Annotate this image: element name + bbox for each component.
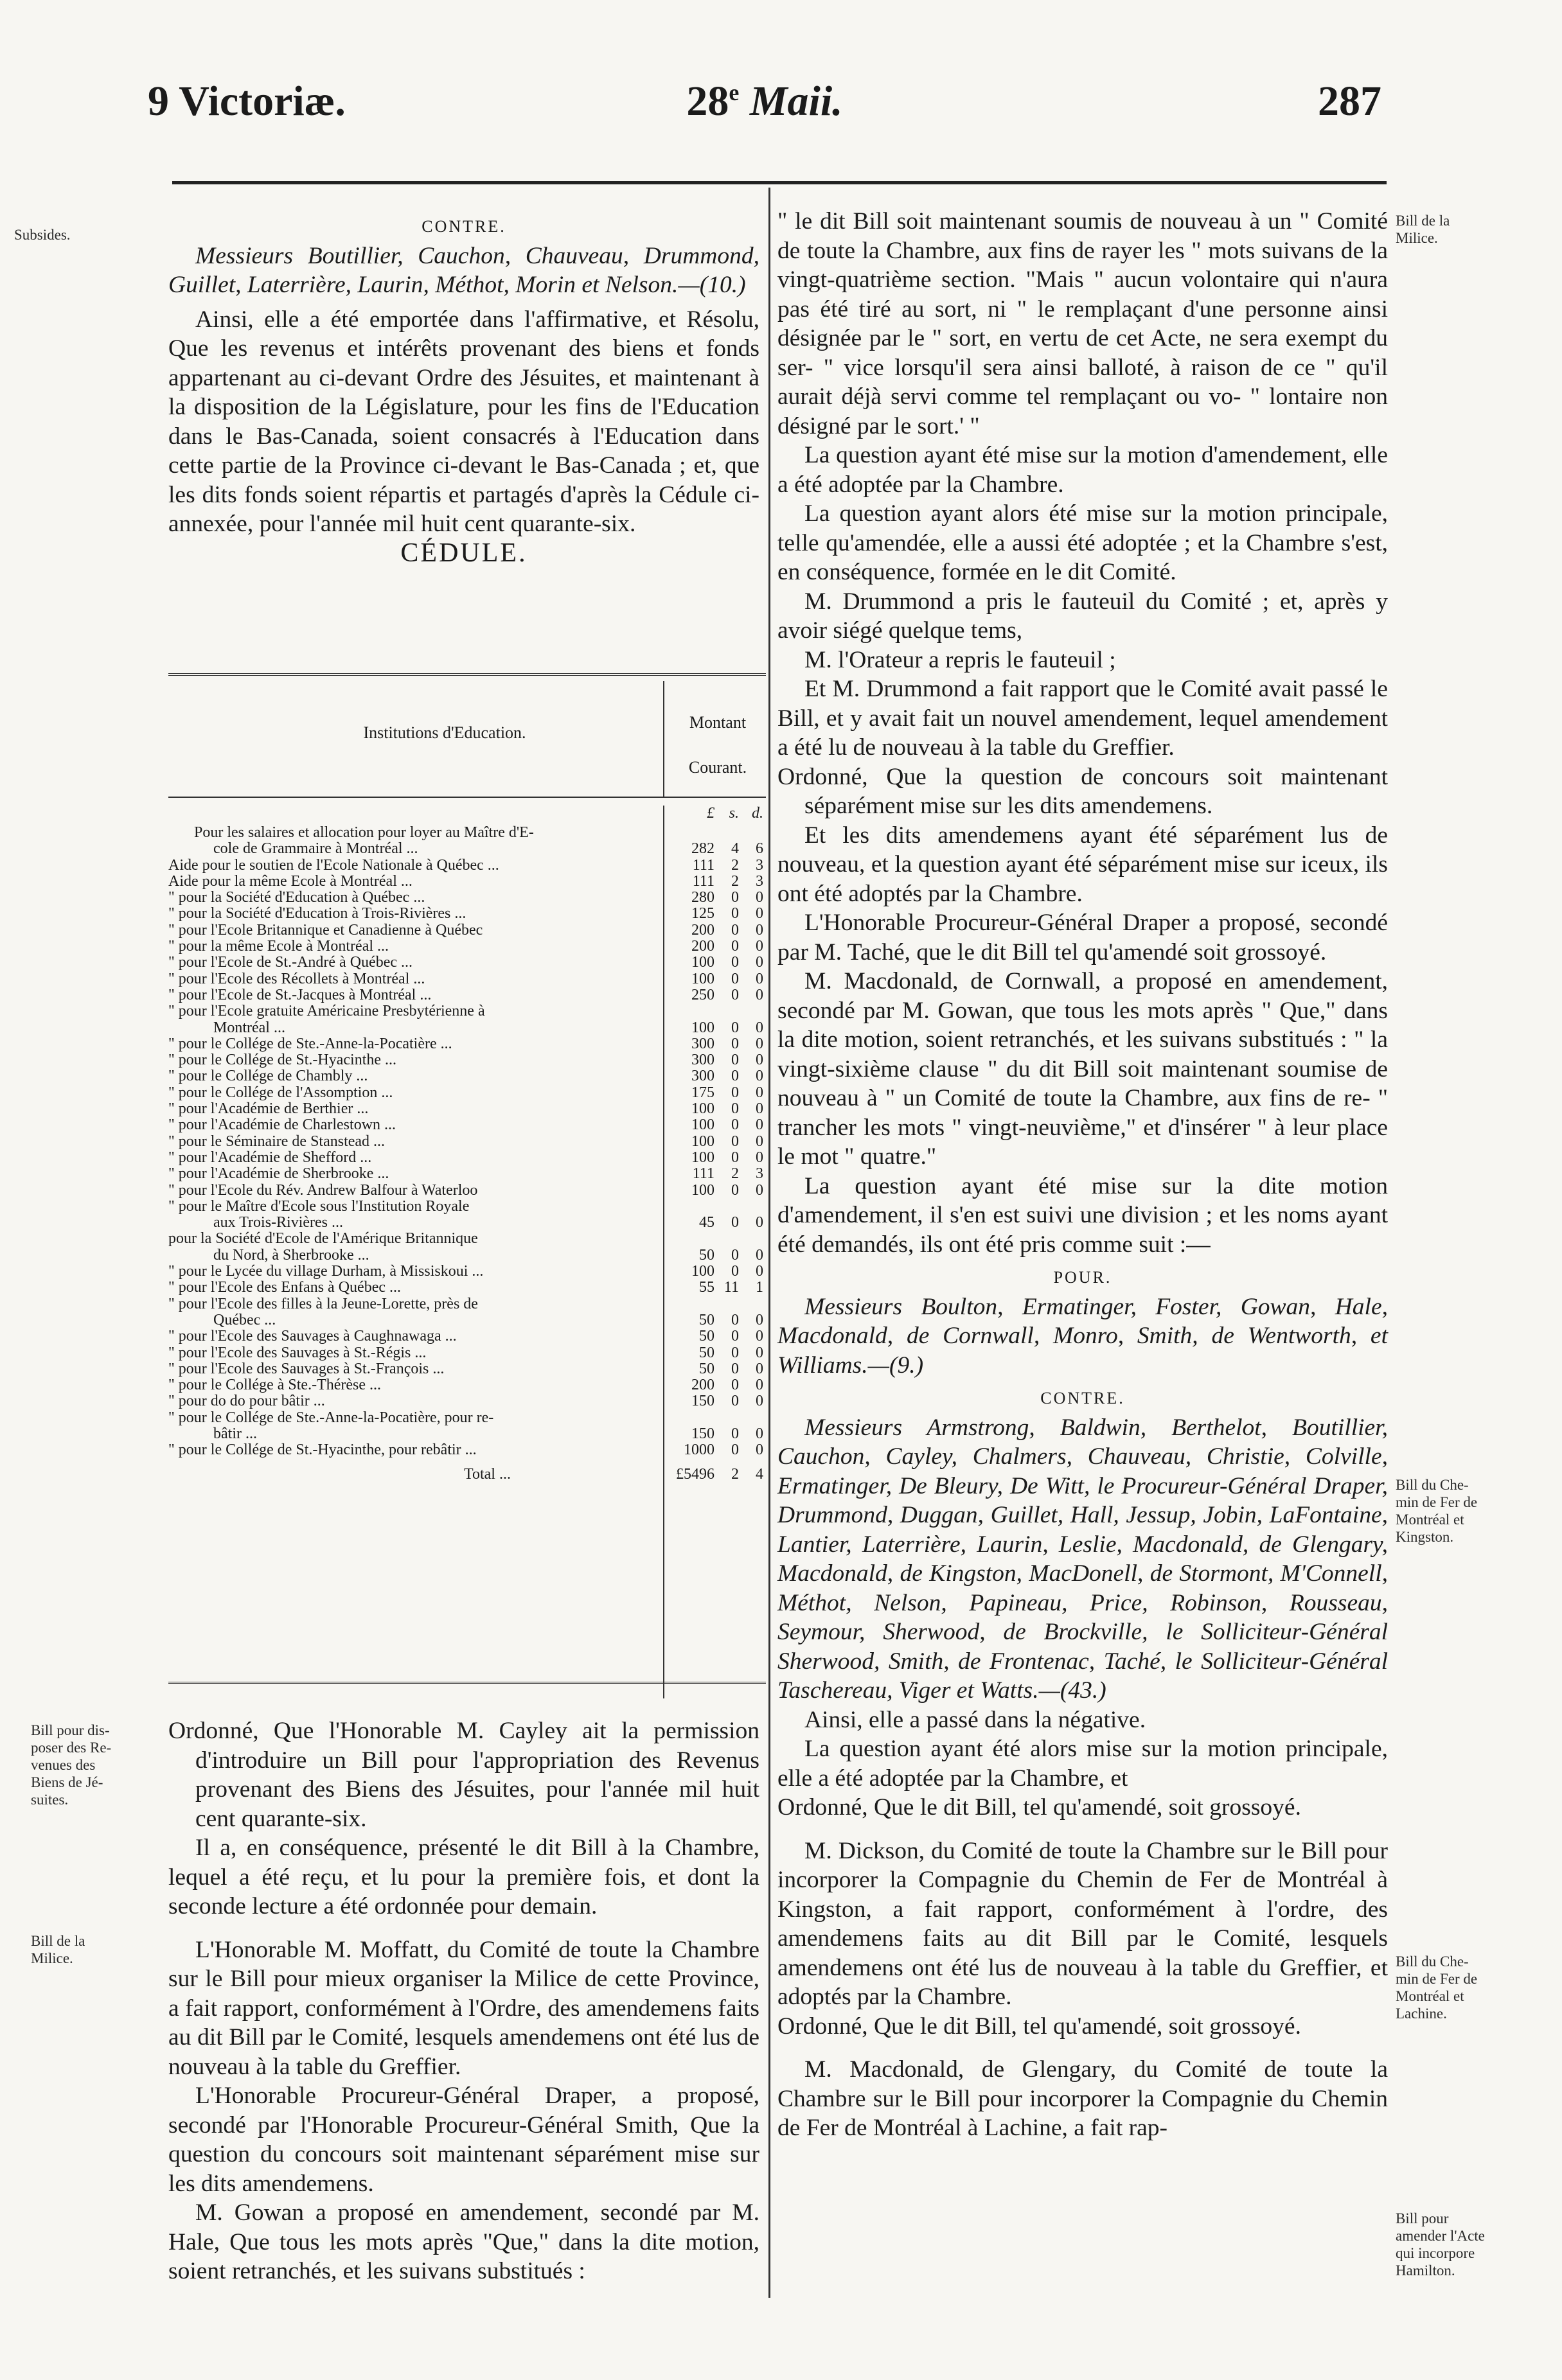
table-row	[168, 1068, 766, 1084]
amount-pounds: 150	[691, 1425, 714, 1442]
margin-line: suites.	[31, 1792, 69, 1808]
amount-shillings: 0	[731, 1133, 739, 1150]
unit-pounds: £	[707, 805, 714, 822]
margin-note-bill-biens	[31, 1722, 153, 1808]
currency-units-row	[168, 806, 766, 825]
amount-shillings: 0	[731, 1181, 739, 1199]
table-row	[168, 1312, 766, 1328]
amount-shillings: 0	[731, 1377, 739, 1394]
amount-pounds: 100	[691, 1181, 714, 1199]
table-row	[168, 825, 766, 841]
amount-pounds: 300	[691, 1052, 714, 1069]
amount-shillings: 0	[731, 986, 739, 1003]
amount-pence: 0	[756, 1068, 763, 1085]
table-row	[168, 906, 766, 922]
table-row	[168, 1085, 766, 1101]
institution-name: " pour le Collége de St.-Hyacinthe, pour rebâtir ...	[168, 1442, 477, 1459]
table-row	[168, 1003, 766, 1019]
table-header-rule	[168, 797, 766, 798]
institution-name: " pour l'Ecole du Rév. Andrew Balfour à Waterloo	[168, 1182, 478, 1199]
amount-shillings: 2	[731, 1165, 739, 1183]
table-row	[168, 1296, 766, 1312]
table-row	[168, 1166, 766, 1182]
amount-pounds: 100	[691, 1263, 714, 1280]
amount-shillings: 0	[731, 1441, 739, 1459]
amount-pounds: 111	[692, 872, 714, 890]
table-row	[168, 1101, 766, 1117]
amount-pounds: 50	[699, 1360, 714, 1377]
amount-pence: 0	[756, 1246, 763, 1264]
margin-note-subsides: Subsides.	[14, 227, 71, 243]
table-body	[168, 825, 766, 1459]
total-shillings: 2	[731, 1465, 739, 1483]
paragraph-macdonald-amendement: M. Macdonald, de Cornwall, a proposé en amendement, secondé par M. Gowan, que tous les mots après " Que," dans la dite motion, soient retranchés, et les suivans substitués : " la vingt-sixième clause " du dit Bill soit maintenant soumise de nouveau à " un Comité de toute la Chambre, aux fins de re- " trancher les mots " vingt-neuvième," et d'insérer " à leur place le mot " quatre."	[777, 968, 1388, 1170]
table-row	[168, 1442, 766, 1458]
paragraph-orateur: M. l'Orateur a repris le fauteuil ;	[804, 646, 1116, 673]
table-row	[168, 1134, 766, 1150]
table-row	[168, 1036, 766, 1052]
paragraph-drummond-rapport: Et M. Drummond a fait rapport que le Comité avait passé le Bill, et y avait fait un nouvel amendement, lequel amendement a été lu de nouveau à la table du Greffier.	[777, 676, 1388, 761]
amount-pounds: 100	[691, 970, 714, 987]
paragraph-macdonald-lachine: M. Macdonald, de Glengary, du Comité de toute la Chambre sur le Bill pour incorporer la Compagnie du Chemin de Fer de Montréal à Lachine, a fait rap-	[777, 2056, 1388, 2141]
amount-shillings: 11	[723, 1279, 739, 1296]
amount-shillings: 0	[731, 1311, 739, 1328]
amount-pence: 0	[756, 921, 763, 939]
table-row	[168, 1345, 766, 1361]
paragraph-draper: L'Honorable Procureur-Général Draper, a proposé, secondé par l'Honorable Procureur-Général Smith, Que la question du concours soit maintenant séparément mise sur les dits amendemens.	[168, 2083, 759, 2197]
paragraph-draper-grossoye: L'Honorable Procureur-Général Draper a proposé, secondé par M. Taché, que le dit Bill tel qu'amendé soit grossoyé.	[777, 910, 1388, 965]
amount-pence: 0	[756, 986, 763, 1003]
amount-shillings: 0	[731, 1263, 739, 1280]
contre-heading-right: CONTRE.	[1040, 1389, 1125, 1407]
amount-pence: 0	[756, 1425, 763, 1442]
amount-shillings: 0	[731, 1425, 739, 1442]
pour-names: Messieurs Boulton, Ermatinger, Foster, Gowan, Hale, Macdonald, de Cornwall, Monro, Smith, de Wentworth, et Williams.—(9.)	[777, 1293, 1388, 1379]
resolution-paragraph: Ainsi, elle a été emportée dans l'affirmative, et Résolu, Que les revenus et intérêts provenant des biens et fonds appartenant au ci-devant Ordre des Jésuites, et maintenant à la disposition de la Législature, pour les fins de l'Education dans le Bas-Canada, soient consacrés à l'Education dans cette partie de la Province ci-devant le Bas-Canada ; et, que les dits fonds soient répartis et partagés d'après la Cédule ci-annexée, pour l'année mil huit cent quarante-six.	[168, 306, 759, 537]
margin-line: Montréal et	[1396, 1512, 1464, 1528]
amount-pounds: 45	[699, 1214, 714, 1231]
margin-line: min de Fer de	[1396, 1971, 1478, 1987]
amount-pounds: 175	[691, 1084, 714, 1101]
paragraph-moffatt: L'Honorable M. Moffatt, du Comité de toute la Chambre sur le Bill pour mieux organiser la Milice de cette Province, a fait rapport, conformément à l'Ordre, des amendemens faits au dit Bill par le Comité, lesquels amendemens ont été lus de nouveau à la table du Greffier.	[168, 1936, 759, 2080]
table-header	[168, 681, 766, 797]
margin-line: poser des Re-	[31, 1740, 112, 1756]
table-row	[168, 1020, 766, 1036]
amount-shillings: 0	[731, 1246, 739, 1264]
amount-shillings: 4	[731, 840, 739, 858]
institution-name: " pour le Collége de Ste.-Anne-la-Pocatière, pour re-	[168, 1409, 494, 1426]
amount-pence: 0	[756, 1360, 763, 1377]
table-row	[168, 1199, 766, 1215]
header-date	[148, 77, 1381, 126]
amount-pence: 0	[756, 1181, 763, 1199]
amount-shillings: 0	[731, 1052, 739, 1069]
amount-shillings: 0	[731, 1393, 739, 1410]
margin-line: venues des	[31, 1757, 96, 1773]
left-column-top	[168, 212, 759, 568]
paragraph-motion-principale: La question ayant alors été mise sur la motion principale, telle qu'amendée, elle a aussi été adoptée ; et la Chambre s'est, en conséquence, formée en le dit Comité.	[777, 500, 1388, 585]
institution-name: Montréal ...	[213, 1019, 285, 1036]
table-row	[168, 1410, 766, 1426]
margin-line: Lachine.	[1396, 2005, 1447, 2022]
amount-shillings: 0	[731, 1019, 739, 1036]
amount-pounds: 50	[699, 1328, 714, 1345]
amount-pounds: 111	[692, 1165, 714, 1183]
contre-names-right: Messieurs Armstrong, Baldwin, Berthelot, Boutillier, Cauchon, Cayley, Chalmers, Chauveau, Christie, Colville, Ermatinger, De Bleury, De Witt, le Procureur-Général Draper, Drummond, Duggan, Guillet, Hall, Jessup, Jobin, LaFontaine, Lantier, Laterrière, Laurin, Leslie, Macdonald, de Glengary, Macdonald, de Kingston, MacDonell, de Stormont, M'Connell, Méthot, Nelson, Papineau, Price, Robinson, Rousseau, Seymour, Sherwood, de Brockville, le Solliciteur-Général Sherwood, Smith, de Frontenac, Taché, le Solliciteur-Général Taschereau, Viger et Watts.—(43.)	[777, 1414, 1388, 1704]
table-row	[168, 1231, 766, 1247]
amount-pounds: 100	[691, 954, 714, 971]
amount-pounds: 300	[691, 1035, 714, 1052]
institution-name: " pour l'Ecole des Sauvages à St.-François ...	[168, 1361, 445, 1377]
table-row	[168, 1361, 766, 1377]
margin-note-chemin-kingston	[1396, 1476, 1550, 1546]
contre-heading: CONTRE.	[422, 217, 506, 236]
paragraph-adoptee: La question ayant été alors mise sur la motion principale, elle a été adoptée par la Chambre, et	[777, 1736, 1388, 1792]
amount-shillings: 0	[731, 889, 739, 906]
amount-shillings: 0	[731, 1084, 739, 1101]
header-day-suffix: e	[729, 80, 740, 105]
amount-pounds: 50	[699, 1344, 714, 1361]
amount-pence: 0	[756, 1116, 763, 1134]
amount-pounds: 250	[691, 986, 714, 1003]
amount-pence: 3	[756, 1165, 763, 1183]
institution-name: " pour la Société d'Education à Trois-Rivières ...	[168, 906, 466, 922]
amount-shillings: 0	[731, 954, 739, 971]
table-row	[168, 987, 766, 1003]
institution-name: " pour l'Académie de Sherbrooke ...	[168, 1166, 389, 1183]
institution-name: pour la Société d'Ecole de l'Amérique Britannique	[168, 1231, 478, 1247]
table-row	[168, 874, 766, 890]
institution-name: " pour le Collége à Ste.-Thérèse ...	[168, 1377, 382, 1394]
institution-name: " pour l'Académie de Charlestown ...	[168, 1117, 396, 1134]
amount-pence: 0	[756, 1311, 763, 1328]
institution-name: bâtir ...	[213, 1425, 257, 1442]
amount-shillings: 0	[731, 905, 739, 922]
table-row	[168, 890, 766, 906]
institution-name: " pour le Collége de l'Assomption ...	[168, 1084, 393, 1101]
amount-pounds: 100	[691, 1133, 714, 1150]
institution-name: " pour l'Ecole Britannique et Canadienne à Québec	[168, 922, 483, 939]
amount-shillings: 0	[731, 921, 739, 939]
paragraph-ordonne-grossoye-2: Ordonné, Que le dit Bill, tel qu'amendé, soit grossoyé.	[777, 2013, 1301, 2040]
institution-name: " pour le Collége de Chambly ...	[168, 1068, 368, 1085]
amount-pounds: 300	[691, 1068, 714, 1085]
total-pounds: £5496	[676, 1465, 714, 1483]
margin-note-chemin-lachine	[1396, 1953, 1550, 2022]
amount-pence: 0	[756, 1344, 763, 1361]
institution-name: " pour l'Académie de Berthier ...	[168, 1101, 369, 1118]
pour-heading: POUR.	[1053, 1268, 1112, 1287]
amount-pounds: 50	[699, 1246, 714, 1264]
margin-line: min de Fer de	[1396, 1494, 1478, 1510]
page-header	[148, 77, 1381, 148]
table-row	[168, 1117, 766, 1133]
institution-name: " pour l'Académie de Shefford ...	[168, 1149, 372, 1166]
education-table	[168, 806, 766, 1483]
contre-names: Messieurs Boutillier, Cauchon, Chauveau, Drummond, Guillet, Laterrière, Laurin, Méthot, Morin et Nelson.—(10.)	[168, 242, 759, 298]
amount-pence: 1	[756, 1279, 763, 1296]
amount-pence: 0	[756, 970, 763, 987]
institution-name: Aide pour la même Ecole à Montréal ...	[168, 873, 413, 890]
table-row	[168, 1052, 766, 1068]
institution-name: " pour le Collége de St.-Hyacinthe ...	[168, 1052, 397, 1069]
total-label: Total ...	[464, 1466, 511, 1483]
institution-name: cole de Grammaire à Montréal ...	[213, 841, 418, 858]
margin-line: Bill de la	[31, 1933, 85, 1949]
margin-line: Milice.	[31, 1950, 73, 1966]
table-row	[168, 1264, 766, 1280]
amount-shillings: 0	[731, 1328, 739, 1345]
table-row	[168, 971, 766, 987]
institution-name: Aide pour le soutien de l'Ecole Nationale à Québec ...	[168, 857, 499, 874]
margin-line: Bill de la	[1396, 213, 1450, 229]
margin-line: Montréal et	[1396, 1988, 1464, 2004]
amount-shillings: 0	[731, 1100, 739, 1118]
paragraph-ordonne: Ordonné, Que l'Honorable M. Cayley ait la permission d'introduire un Bill pour l'appropriation des Revenus provenant des Biens des Jésuites, pour l'année mil huit cent quarante-six.	[168, 1718, 759, 1832]
amount-pounds: 1000	[684, 1441, 714, 1459]
column-divider	[768, 188, 770, 2298]
amount-pounds: 100	[691, 1149, 714, 1166]
institution-name: " pour l'Ecole des Enfans à Québec ...	[168, 1280, 401, 1296]
column-header-montant: Montant Courant.	[688, 713, 747, 777]
amount-pence: 0	[756, 1052, 763, 1069]
paragraph-drummond-fauteuil: M. Drummond a pris le fauteuil du Comité ; et, après y avoir siégé quelque tems,	[777, 588, 1388, 644]
institution-name: du Nord, à Sherbrooke ...	[213, 1247, 369, 1264]
unit-shillings: s.	[729, 805, 739, 822]
margin-line: Kingston.	[1396, 1529, 1454, 1545]
cedule-heading: CÉDULE.	[400, 538, 528, 568]
amount-pence: 3	[756, 856, 763, 874]
margin-line: Biens de Jé-	[31, 1774, 103, 1790]
header-month: Maii.	[749, 78, 843, 125]
amount-pence: 0	[756, 1084, 763, 1101]
page-number: 287	[1318, 78, 1381, 125]
amount-pence: 0	[756, 1328, 763, 1345]
paragraph-ordonne-grossoye: Ordonné, Que le dit Bill, tel qu'amendé, soit grossoyé.	[777, 1794, 1301, 1820]
table-row	[168, 922, 766, 939]
amount-pence: 0	[756, 1377, 763, 1394]
amount-pence: 0	[756, 1035, 763, 1052]
paragraph-dickson: M. Dickson, du Comité de toute la Chambre sur le Bill pour incorporer la Compagnie du Chemin de Fer de Montréal à Kingston, a fait rapport, conformément à l'ordre, des amendemens faits au dit Bill par le Comité, lesquels amendemens ont été lus de nouveau à la table du Greffier, et adoptés par la Chambre.	[777, 1837, 1388, 2010]
margin-line: Milice.	[1396, 230, 1438, 246]
margin-line: Bill du Che-	[1396, 1477, 1469, 1493]
amount-pence: 0	[756, 1263, 763, 1280]
margin-line: qui incorpore	[1396, 2245, 1475, 2261]
amount-pounds: 100	[691, 1116, 714, 1134]
table-row	[168, 1247, 766, 1264]
amount-pence: 0	[756, 1393, 763, 1410]
institution-name: Pour les salaires et allocation pour loyer au Maître d'E-	[194, 825, 534, 841]
table-bottom-rule	[168, 1682, 766, 1684]
institution-name: " pour l'Ecole des Récollets à Montréal ...	[168, 971, 425, 987]
amount-shillings: 0	[731, 1214, 739, 1231]
amount-pence: 0	[756, 889, 763, 906]
institution-name: " pour le Collége de Ste.-Anne-la-Pocatière ...	[168, 1036, 452, 1052]
institution-name: " pour la même Ecole à Montréal ...	[168, 939, 389, 955]
institution-name: " pour do do pour bâtir ...	[168, 1393, 325, 1410]
margin-line: amender l'Acte	[1396, 2228, 1485, 2244]
institution-name: " pour la Société d'Education à Québec ...	[168, 890, 425, 906]
amount-pence: 0	[756, 1133, 763, 1150]
paragraph-consequence: Il a, en conséquence, présenté le dit Bill à la Chambre, lequel a été reçu, et lu pour la première fois, et dont la seconde lecture a été ordonnée pour demain.	[168, 1835, 759, 1919]
margin-note-milice-right	[1396, 212, 1550, 247]
institution-name: " pour le Séminaire de Stanstead ...	[168, 1133, 386, 1150]
table-row	[168, 1215, 766, 1231]
amount-pence: 0	[756, 954, 763, 971]
margin-note-milice-left	[31, 1932, 153, 1967]
amount-pence: 0	[756, 1019, 763, 1036]
paragraph-gowan: M. Gowan a proposé en amendement, secondé par M. Hale, Que tous les mots après "Que," dans la dite motion, soient retranchés, et les suivans substitués :	[168, 2199, 759, 2284]
amount-pence: 6	[756, 840, 763, 858]
amount-shillings: 0	[731, 1344, 739, 1361]
margin-line: Bill pour dis-	[31, 1722, 110, 1738]
amount-pounds: 200	[691, 921, 714, 939]
amount-shillings: 0	[731, 938, 739, 955]
amount-pence: 3	[756, 872, 763, 890]
margin-note-hamilton	[1396, 2210, 1550, 2279]
table-header-divider	[663, 681, 664, 797]
amount-shillings: 2	[731, 856, 739, 874]
amount-pounds: 111	[692, 856, 714, 874]
institution-name: Québec ...	[213, 1312, 276, 1328]
table-row	[168, 841, 766, 857]
amount-pence: 0	[756, 1214, 763, 1231]
margin-line: Bill du Che-	[1396, 1953, 1469, 1970]
table-row	[168, 1393, 766, 1409]
table-row	[168, 1377, 766, 1393]
amount-shillings: 0	[731, 1149, 739, 1166]
amount-pence: 0	[756, 1100, 763, 1118]
amount-pence: 0	[756, 1149, 763, 1166]
table-row	[168, 1183, 766, 1199]
table-row	[168, 939, 766, 955]
amount-pounds: 125	[691, 905, 714, 922]
right-column	[777, 207, 1388, 2143]
header-rule	[172, 181, 1387, 184]
table-row	[168, 1328, 766, 1344]
header-day: 28	[686, 78, 729, 125]
amount-shillings: 0	[731, 1116, 739, 1134]
paragraph-amendement-adopte: La question ayant été mise sur la motion d'amendement, elle a été adoptée par la Chambre.	[777, 442, 1388, 498]
amount-pence: 0	[756, 1441, 763, 1459]
amount-pounds: 282	[691, 840, 714, 858]
table-total-row	[168, 1467, 766, 1483]
column-header-institutions: Institutions d'Education.	[363, 723, 526, 742]
amount-pence: 0	[756, 938, 763, 955]
paragraph-amendemens-lus: Et les dits amendemens ayant été séparément lus de nouveau, et la question ayant été séparément mise sur iceux, ils ont été adoptés par la Chambre.	[777, 822, 1388, 907]
amount-pounds: 100	[691, 1100, 714, 1118]
total-pence: 4	[756, 1465, 763, 1483]
margin-line: Bill pour	[1396, 2210, 1449, 2226]
table-row	[168, 1150, 766, 1166]
institution-name: aux Trois-Rivières ...	[213, 1215, 344, 1231]
margin-line: Hamilton.	[1396, 2262, 1455, 2279]
amount-shillings: 0	[731, 1035, 739, 1052]
amount-pounds: 200	[691, 938, 714, 955]
institution-name: " pour l'Ecole des Sauvages à Caughnawaga ...	[168, 1328, 457, 1345]
institution-name: " pour l'Ecole des filles à la Jeune-Lorette, près de	[168, 1296, 478, 1312]
amount-pounds: 200	[691, 1377, 714, 1394]
table-row	[168, 955, 766, 971]
paragraph-bill-soumis: " le dit Bill soit maintenant soumis de nouveau à un " Comité de toute la Chambre, aux fins de rayer les " mots suivans de la vingt-quatrième section. "Mais " aucun volontaire qui n'aura pas été tiré au sort, ni " le remplaçant d'une personne ainsi désignée par le " sort, en vertu de cet Acte, ne sera exempt du ser- " vice lorsqu'il sera ainsi balloté, à raison de ce " qu'il aurait déjà servi comme tel remplaçant ou vo- " lontaire non désigné par le sort.' "	[777, 208, 1388, 439]
institution-name: " pour l'Ecole gratuite Américaine Presbytérienne à	[168, 1003, 485, 1020]
left-column-bottom	[168, 1716, 759, 2286]
institution-name: " pour l'Ecole de St.-André à Québec ...	[168, 955, 413, 971]
paragraph-division: La question ayant été mise sur la dite motion d'amendement, il s'en est suivi une division ; et les noms ayant été demandés, ils ont été pris comme suit :—	[777, 1172, 1388, 1258]
amount-pounds: 50	[699, 1311, 714, 1328]
table-row	[168, 1280, 766, 1296]
amount-pounds: 280	[691, 889, 714, 906]
amount-shillings: 0	[731, 1360, 739, 1377]
amount-pounds: 100	[691, 1019, 714, 1036]
amount-pence: 0	[756, 905, 763, 922]
unit-pence: d.	[752, 805, 763, 822]
amount-shillings: 2	[731, 872, 739, 890]
institution-name: " pour l'Ecole des Sauvages à St.-Régis ...	[168, 1344, 427, 1361]
institution-name: " pour l'Ecole de St.-Jacques à Montréal ...	[168, 987, 432, 1003]
paragraph-ordonne-concours: Ordonné, Que la question de concours soit maintenant séparément mise sur les dits amendemens.	[777, 763, 1388, 819]
amount-shillings: 0	[731, 970, 739, 987]
institution-name: " pour le Lycée du village Durham, à Missiskoui ...	[168, 1264, 484, 1280]
institution-name: " pour le Maître d'Ecole sous l'Institution Royale	[168, 1198, 470, 1215]
amount-pounds: 150	[691, 1393, 714, 1410]
amount-shillings: 0	[731, 1068, 739, 1085]
table-top-rule	[168, 673, 766, 676]
table-row	[168, 858, 766, 874]
paragraph-negative: Ainsi, elle a passé dans la négative.	[804, 1706, 1146, 1733]
table-row	[168, 1426, 766, 1442]
header-regnal-year: 9 Victoriæ.	[148, 78, 346, 125]
amount-pounds: 55	[699, 1279, 714, 1296]
